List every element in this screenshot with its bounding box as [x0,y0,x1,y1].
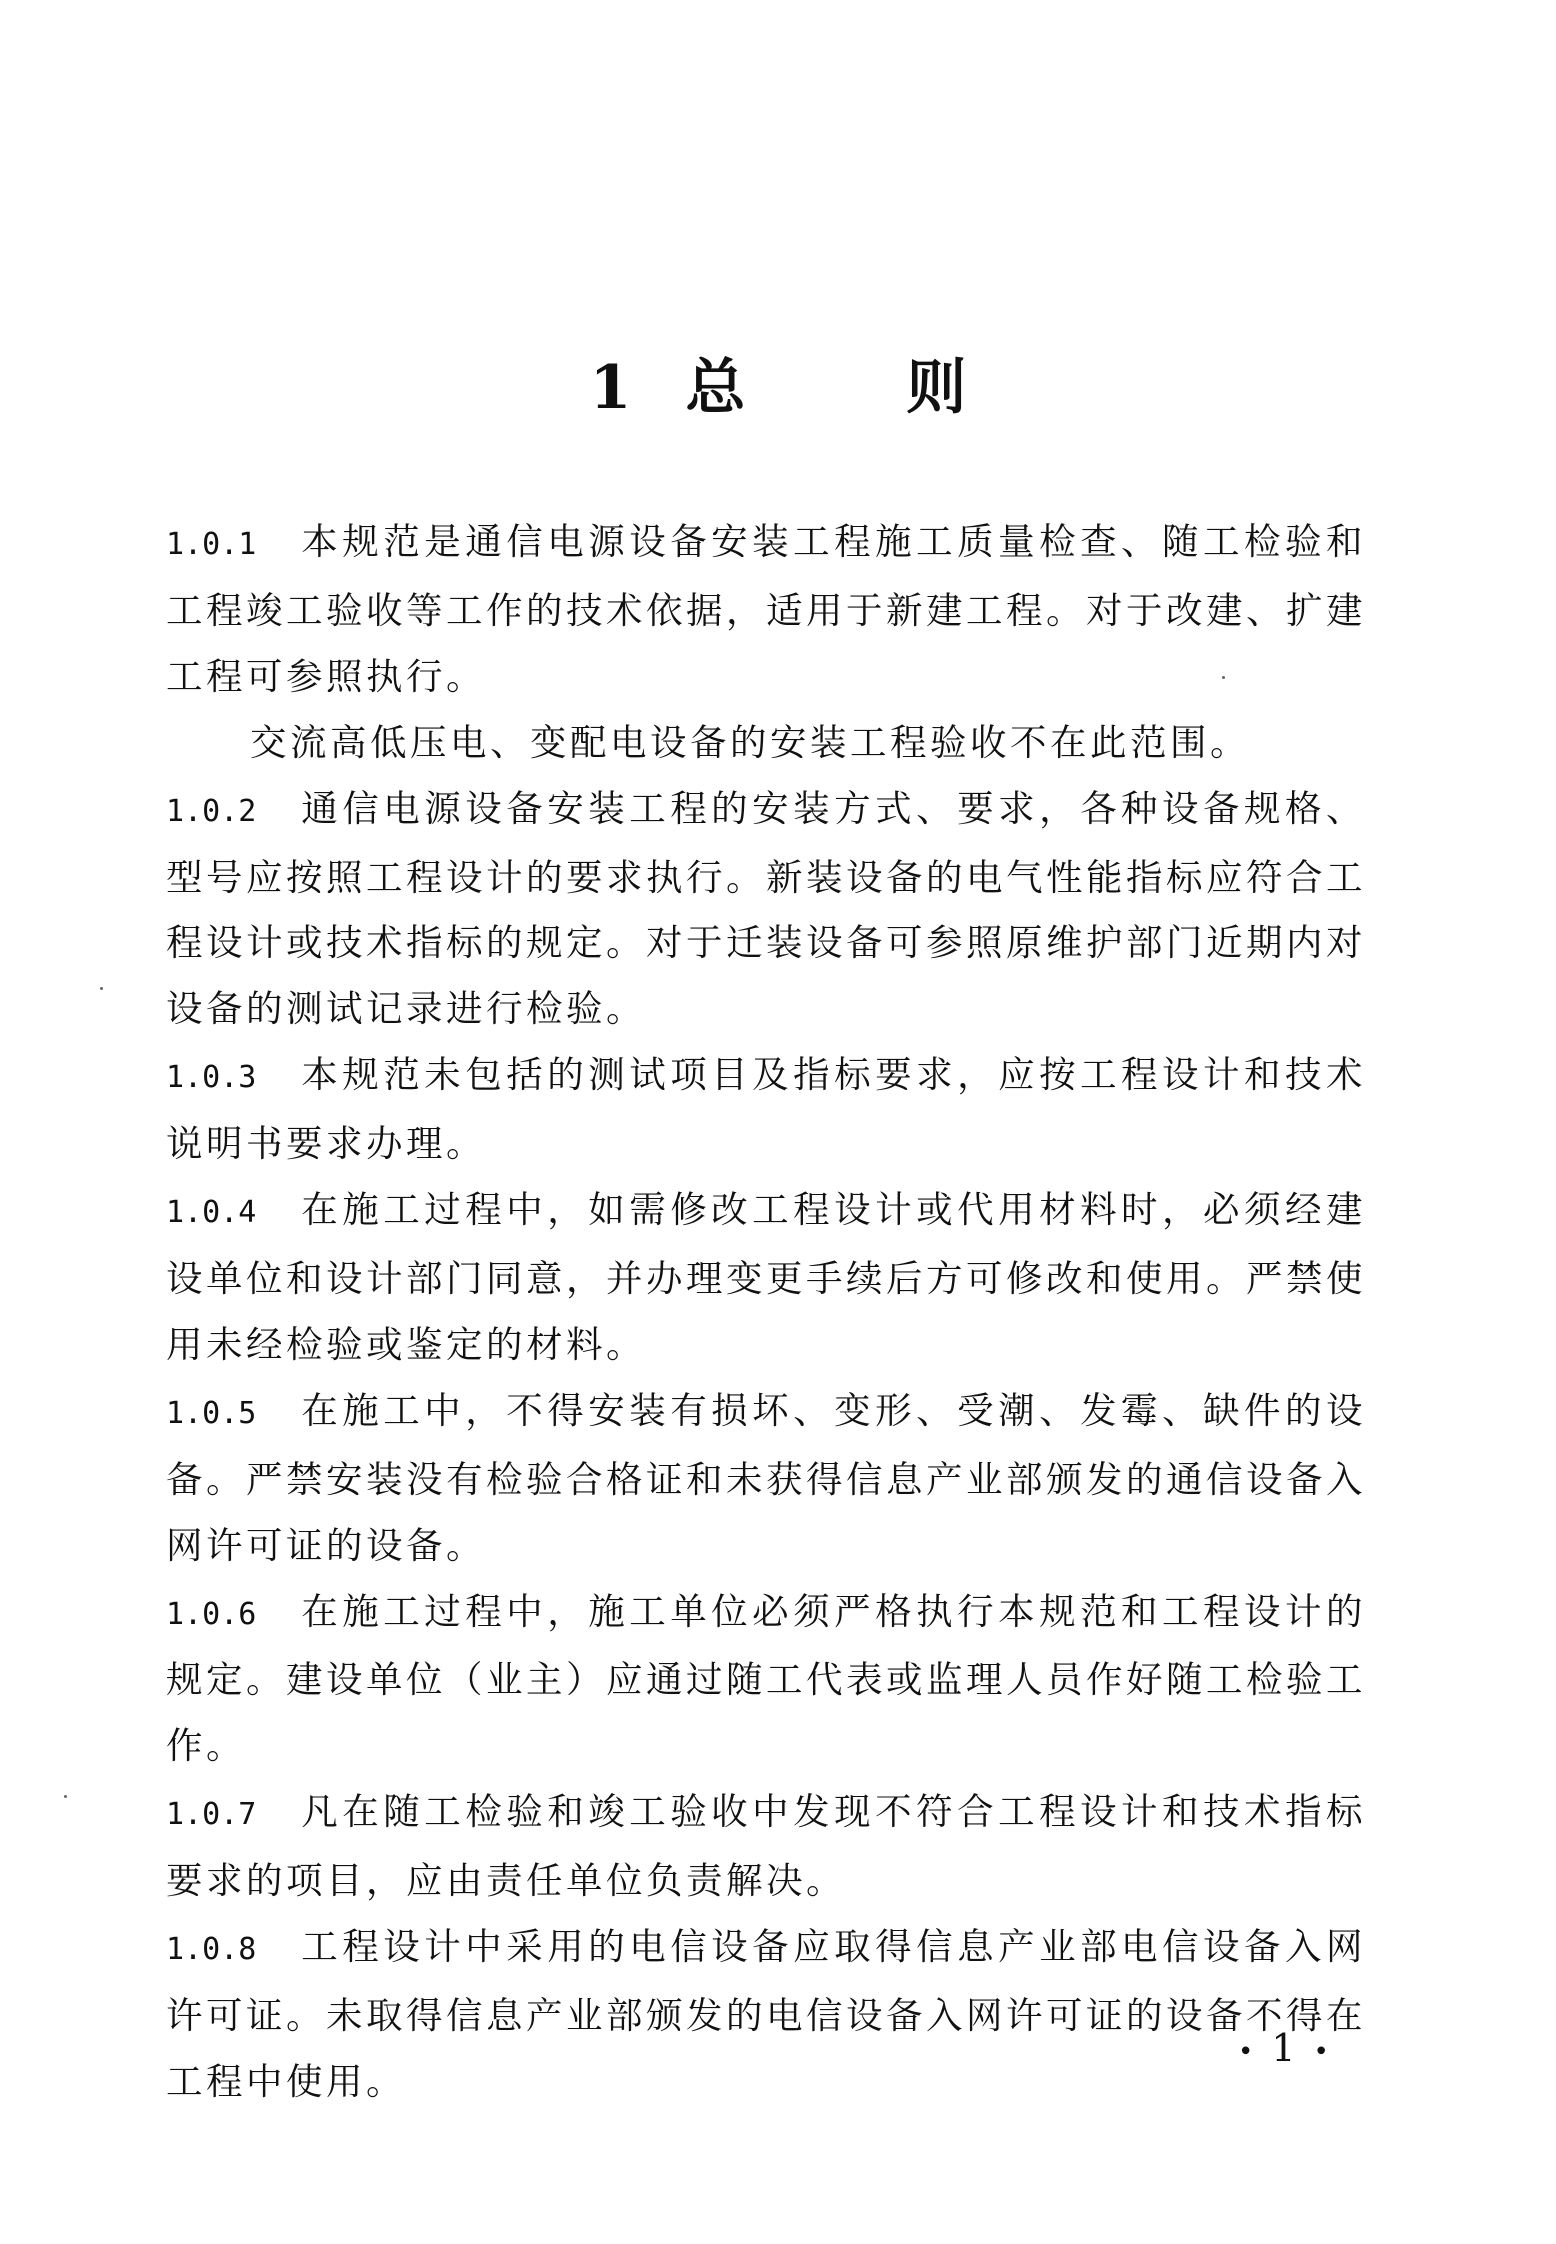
clause-text: 在施工过程中，如需修改工程设计或代用材料时，必须经建设单位和设计部门同意，并办理变更手续后方可修改和使用。严禁使用未经检验或鉴定的材料。 [166,1188,1366,1366]
chapter-title: 总 则 [685,353,1037,424]
clause-1-0-6 [166,1579,1366,1780]
clause-1-0-4 [166,1177,1366,1378]
clause-list [166,509,1366,2115]
clause-number: 1.0.1 [166,527,257,562]
clause-number: 1.0.3 [166,1060,257,1096]
page-number-dot-right: • [1313,2036,1329,2067]
clause-text: 本规范是通信电源设备安装工程施工质量检查、随工检验和工程竣工验收等工作的技术依据，适用于新建工程。对于改建、扩建工程可参照执行。 [166,520,1366,698]
page-number-dot-left: • [1238,2036,1254,2067]
page-number-value: 1 [1271,2026,1296,2070]
clause-number: 1.0.4 [166,1195,257,1231]
clause-number: 1.0.6 [166,1596,257,1632]
clause-text: 在施工中，不得安装有损坏、变形、受潮、发霉、缺件的设备。严禁安装没有检验合格证和未获得信息产业部颁发的通信设备入网许可证的设备。 [166,1388,1366,1567]
clause-number: 1.0.8 [166,1932,257,1968]
clause-text: 在施工过程中，施工单位必须严格执行本规范和工程设计的规定。建设单位（业主）应通过随工代表或监理人员作好随工检验工作。 [166,1589,1366,1768]
scan-speck [1222,676,1225,679]
clause-text: 交流高低压电、变配电设备的安装工程验收不在此范围。 [250,720,1250,764]
clause-1-0-1 [166,509,1366,710]
clause-1-0-3 [166,1042,1366,1177]
clause-text: 本规范未包括的测试项目及指标要求，应按工程设计和技术说明书要求办理。 [166,1053,1366,1166]
clause-text: 凡在随工检验和竣工验收中发现不符合工程设计和技术指标要求的项目，应由责任单位负责解决。 [166,1790,1366,1903]
chapter-heading [0,348,1556,428]
clause-1-0-1-note [166,710,1366,776]
clause-text: 工程设计中采用的电信设备应取得信息产业部电信设备入网许可证。未取得信息产业部颁发的电信设备入网许可证的设备不得在工程中使用。 [166,1925,1366,2103]
page-number [1220,2023,1340,2077]
chapter-number: 1 [589,353,634,424]
clause-number: 1.0.2 [166,793,257,829]
scan-speck [64,1795,67,1798]
clause-number: 1.0.5 [166,1395,257,1431]
clause-1-0-8 [166,1914,1366,2115]
clause-number: 1.0.7 [166,1797,257,1833]
clause-1-0-7 [166,1779,1366,1914]
clause-text: 通信电源设备安装工程的安装方式、要求，各种设备规格、型号应按照工程设计的要求执行。新装设备的电气性能指标应符合工程设计或技术指标的规定。对于迁装设备可参照原维护部门近期内对设备的测试记录进行检验。 [166,786,1366,1031]
clause-1-0-5 [166,1378,1366,1579]
scan-speck [100,987,103,990]
clause-1-0-2 [166,776,1366,1043]
